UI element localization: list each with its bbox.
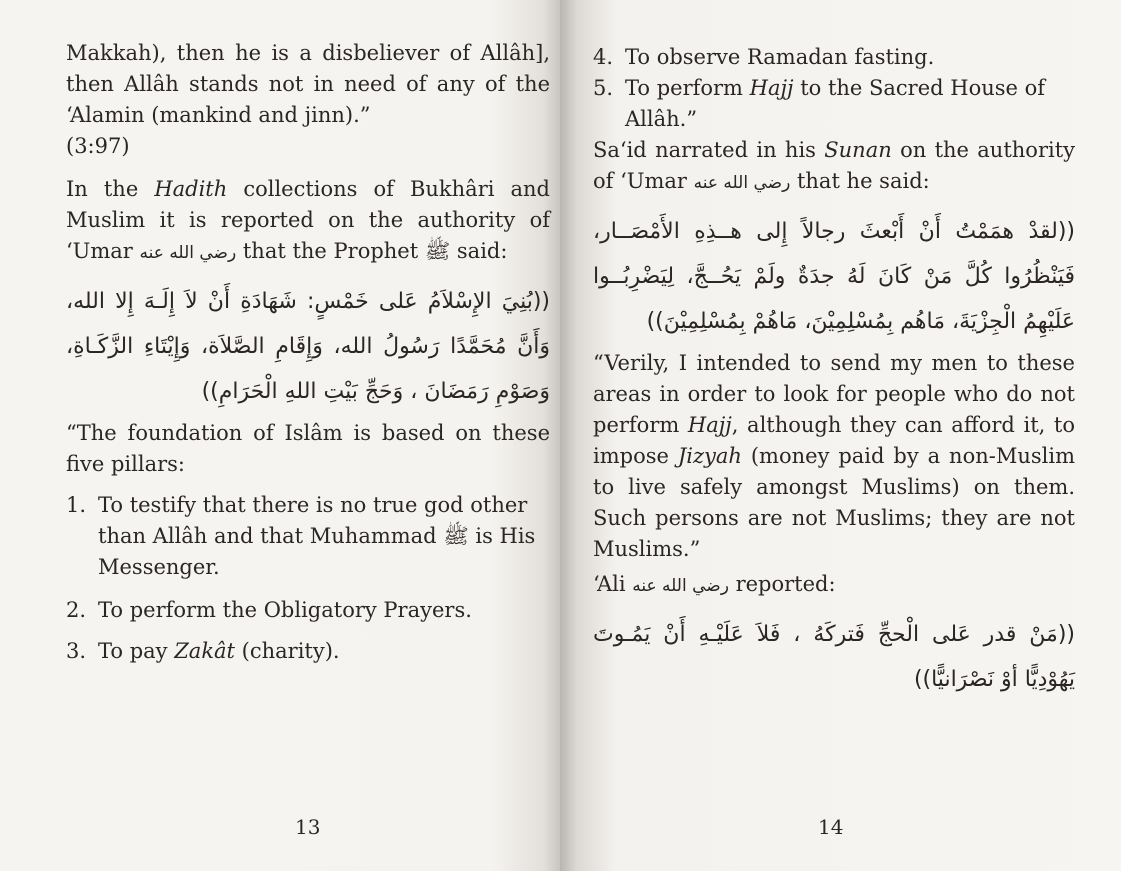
list-item-text: (charity). xyxy=(235,639,340,663)
list-item-emphasis: Hajj xyxy=(749,76,794,100)
para3-text-b: reported: xyxy=(728,572,836,596)
para3-arabic-honorific: رضي الله عنه xyxy=(632,576,729,596)
right-text-column xyxy=(593,38,1075,706)
list-item-text: To testify that there is no true god other than Allâh and that Muhammad ﷺ is His Messenger. xyxy=(98,493,536,579)
para1-text-b: on the authority of ‘Umar xyxy=(593,138,1076,193)
left-text-column xyxy=(66,38,550,667)
para2-jizyah-word: Jizyah xyxy=(677,444,742,468)
quran-reference: (3:97) xyxy=(66,134,130,158)
para1-text-c: that he said: xyxy=(790,169,930,193)
pillars-list-continued xyxy=(593,42,1075,135)
para1-sunan-word: Sunan xyxy=(824,138,892,162)
page-number: 14 xyxy=(818,815,844,839)
left-paragraph-2 xyxy=(66,174,550,269)
right-page xyxy=(560,0,1121,871)
para2-text-a: “Verily, I intended to send my men to these areas in order to look for people who do not perform xyxy=(593,351,1075,437)
list-item-number: 4. xyxy=(593,45,614,69)
list-item-text: To observe Ramadan fasting. xyxy=(625,45,935,69)
para2-text-b: , although they can afford it, to impose xyxy=(593,413,1076,468)
para2-text-b: collections of Bukhâri and Muslim it is reported on the authority of ‘Umar xyxy=(66,177,550,263)
para1-text-a: Sa‘id narrated in his xyxy=(593,138,825,162)
list-item-number: 1. xyxy=(66,493,87,517)
left-paragraph-3: “The foundation of Islâm is based on these five pillars: xyxy=(66,421,550,476)
list-item xyxy=(593,42,1075,73)
para1-arabic-honorific: رضي الله عنه xyxy=(693,173,791,193)
right-paragraph-1 xyxy=(593,135,1075,199)
list-item-text: To pay xyxy=(98,639,175,663)
right-paragraph-3 xyxy=(593,569,1075,602)
list-item-number: 5. xyxy=(593,76,614,100)
list-item xyxy=(66,595,550,626)
arabic-hadith-block-2: ((لقدْ همَمْتُ أَنْ أَبْعثَ رجالاً إِلى هــذِهِ الأَمْصَــار، فَيَنْظُرُوا كُلَّ مَنْ كَانَ لَهُ جدَةٌ ولَمْ يَحُــجَّ، لِيَضْرِبُــوا عَلَيْهِمُ الْجِزْيَةَ، مَاهُم بِمُسْلِمِيْنَ، مَاهُمْ بِمُسْلِمِيْنَ)) xyxy=(593,219,1075,334)
para3-text-a: ‘Ali xyxy=(593,572,633,596)
list-item-text: To perform the Obligatory Prayers. xyxy=(98,598,472,622)
para2-text-c: that the Prophet ﷺ said: xyxy=(236,239,508,263)
para2-hajj-word: Hajj xyxy=(687,413,732,437)
list-item-number: 2. xyxy=(66,598,87,622)
arabic-hadith-block-1: ((بُنِيَ الإِسْلاَمُ عَلى خَمْسٍ: شَهَادَةِ أَنْ لاَ إِلَـهَ إِلا الله، وَأَنَّ مُحَمَّدًا رَسُولُ الله، وَإِقَامِ الصَّلاَة، وَإِيْتَاءِ الزَّكَـاةِ، وَصَوْمِ رَمَضَانَ ، وَحَجِّ بَيْتِ اللهِ الْحَرَامِ)) xyxy=(66,289,550,404)
list-item-emphasis: Zakât xyxy=(174,639,235,663)
pillars-list xyxy=(66,490,550,667)
para2-hadith-word: Hadith xyxy=(154,177,228,201)
list-item xyxy=(66,490,550,583)
arabic-hadith-block-3: ((مَنْ قدر عَلى الْحجِّ فَتركَهُ ، فَلاَ عَلَيْـهِ أَنْ يَمُـوتَ يَهُوْدِيًّا أوْ نَصْرَانيًّا)) xyxy=(593,622,1075,692)
list-item-number: 3. xyxy=(66,639,87,663)
list-item-text: To perform xyxy=(625,76,750,100)
list-item xyxy=(593,73,1075,135)
page-number: 13 xyxy=(295,815,321,839)
list-item-text: to the Sacred House of Allâh.” xyxy=(625,76,1046,131)
para2-text-c: (money paid by a non-Muslim to live safely amongst Muslims) on them. Such persons are not Muslims; they are not Muslims.” xyxy=(593,444,1075,561)
left-paragraph-1-text: Makkah), then he is a disbeliever of Allâh], then Allâh stands not in need of any of the ‘Alamin (mankind and jinn).” xyxy=(66,41,550,127)
left-paragraph-1 xyxy=(66,38,550,131)
para2-text-a: In the xyxy=(66,177,155,201)
list-item xyxy=(66,636,550,667)
para2-arabic-honorific: رضي الله عنه xyxy=(139,243,237,263)
left-page xyxy=(0,0,560,871)
right-paragraph-2 xyxy=(593,348,1075,565)
